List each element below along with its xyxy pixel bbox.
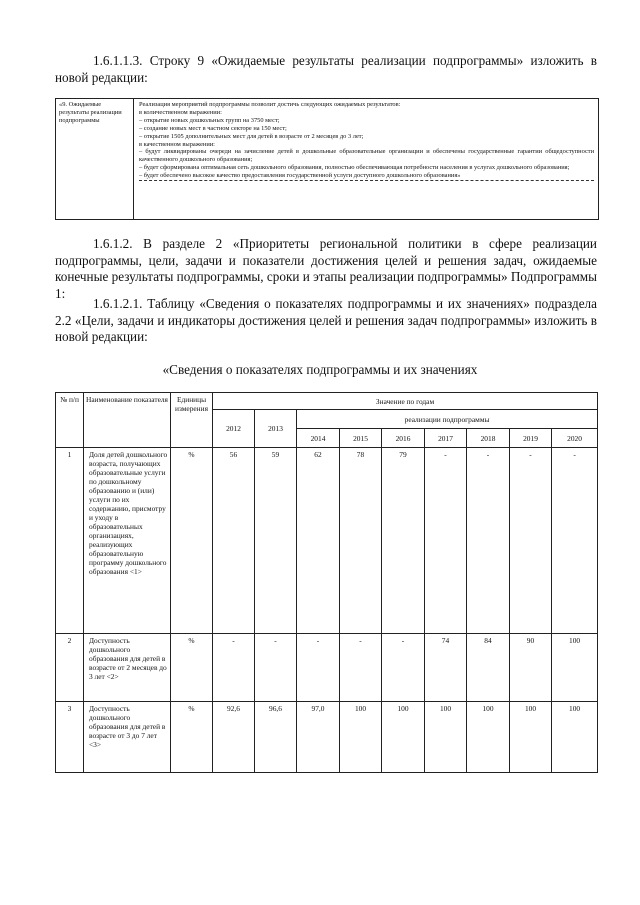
- header-year: 2016: [382, 429, 425, 448]
- box-line: Реализация мероприятий подпрограммы позволит достичь следующих ожидаемых результатов:: [139, 101, 401, 108]
- row-value: 97,0: [297, 702, 340, 773]
- results-box: [55, 98, 599, 220]
- box-content: [135, 99, 598, 219]
- row-unit: %: [171, 702, 213, 773]
- paragraph-1-6-1-1-3: [55, 53, 597, 86]
- row-value: -: [297, 634, 340, 702]
- header-year: 2015: [340, 429, 382, 448]
- row-value: -: [382, 634, 425, 702]
- row-value: -: [425, 448, 467, 634]
- header-row: [56, 393, 598, 410]
- header-num: № п/п: [56, 393, 84, 448]
- header-year: 2012: [213, 410, 255, 448]
- row-value: -: [255, 634, 297, 702]
- row-name: Доступность дошкольного образования для детей в возрасте от 3 до 7 лет <3>: [84, 702, 171, 773]
- row-num: 3: [56, 702, 84, 773]
- row-value: -: [467, 448, 510, 634]
- header-year: 2020: [552, 429, 598, 448]
- row-value: 100: [552, 634, 598, 702]
- header-year: 2018: [467, 429, 510, 448]
- header-name: Наименование показателя: [84, 393, 171, 448]
- row-value: 100: [552, 702, 598, 773]
- row-value: 59: [255, 448, 297, 634]
- row-value: 100: [467, 702, 510, 773]
- row-value: 78: [340, 448, 382, 634]
- box-line: – будут ликвидированы очереди на зачисление детей в дошкольные образовательные организации и обеспечены государственные гарантии общедоступности качественного дошкольного образования;: [139, 148, 594, 164]
- row-unit: %: [171, 448, 213, 634]
- row-num: 1: [56, 448, 84, 634]
- box-label: «9. Ожидаемые результаты реализации подпрограммы: [56, 99, 134, 219]
- row-value: 90: [510, 634, 552, 702]
- row-value: -: [552, 448, 598, 634]
- header-implementation: реализации подпрограммы: [297, 410, 598, 429]
- paragraph-1-6-1-2: [55, 236, 597, 302]
- row-value: 84: [467, 634, 510, 702]
- header-unit: Единицы измерения: [171, 393, 213, 448]
- row-value: 100: [340, 702, 382, 773]
- header-values-by-year: Значение по годам: [213, 393, 598, 410]
- paragraph-1-6-1-2-1: [55, 296, 597, 346]
- header-year: 2019: [510, 429, 552, 448]
- row-value: 100: [510, 702, 552, 773]
- paragraph-text: 1.6.1.2. В разделе 2 «Приоритеты региональной политики в сфере реализации подпрограммы, цели, задачи и показатели достижения целей и решения задач, ожидаемые конечные результаты подпрограммы, сроки и этапы реализации подпрограммы» Подпрограммы 1:: [55, 236, 597, 301]
- box-line: – открытие новых дошкольных групп на 3750 мест;: [139, 116, 280, 124]
- row-value: 56: [213, 448, 255, 634]
- row-value: 100: [425, 702, 467, 773]
- header-year: 2014: [297, 429, 340, 448]
- paragraph-text: 1.6.1.1.3. Строку 9 «Ожидаемые результаты реализации подпрограммы» изложить в новой редакции:: [55, 53, 597, 85]
- header-year: 2013: [255, 410, 297, 448]
- row-num: 2: [56, 634, 84, 702]
- header-year: 2017: [425, 429, 467, 448]
- row-value: 74: [425, 634, 467, 702]
- box-line: – будет обеспечено высокое качество предоставления государственной услуги доступного дошкольного образования»: [139, 172, 594, 181]
- box-line: в количественном выражении:: [139, 108, 222, 116]
- table-caption: «Сведения о показателях подпрограммы и их значениях: [162, 362, 478, 377]
- row-value: 100: [382, 702, 425, 773]
- row-value: 79: [382, 448, 425, 634]
- row-unit: %: [171, 634, 213, 702]
- box-line: – создание новых мест в частном секторе на 150 мест;: [139, 124, 287, 132]
- row-value: 62: [297, 448, 340, 634]
- row-value: -: [510, 448, 552, 634]
- row-name: Доля детей дошкольного возраста, получающих образовательные услуги по дошкольному образованию и (или) услуги по их содержанию, присмотру и уходу в образовательных организациях, реализующих образовательную программу дошкольного образования <1>: [84, 448, 171, 634]
- paragraph-text: 1.6.1.2.1. Таблицу «Сведения о показателях подпрограммы и их значениях» подраздела 2.2 «Цели, задачи и индикаторы достижения целей и решения задач подпрограммы» изложить в новой редакции:: [55, 296, 597, 344]
- row-value: 92,6: [213, 702, 255, 773]
- box-line: в качественном выражении:: [139, 140, 215, 148]
- table-row: [56, 634, 598, 702]
- table-row: [56, 448, 598, 634]
- box-line: – будет сформирована оптимальная сеть дошкольного образования, полностью обеспечивающая потребности населения в услугах дошкольного образования;: [139, 164, 570, 172]
- table-row: [56, 702, 598, 773]
- box-line: – открытие 1505 дополнительных мест для детей в возрасте от 2 месяцев до 3 лет;: [139, 132, 364, 140]
- row-value: -: [340, 634, 382, 702]
- row-name: Доступность дошкольного образования для детей в возрасте от 2 месяцев до 3 лет <2>: [84, 634, 171, 702]
- indicators-table: [55, 392, 598, 773]
- row-value: -: [213, 634, 255, 702]
- row-value: 96,6: [255, 702, 297, 773]
